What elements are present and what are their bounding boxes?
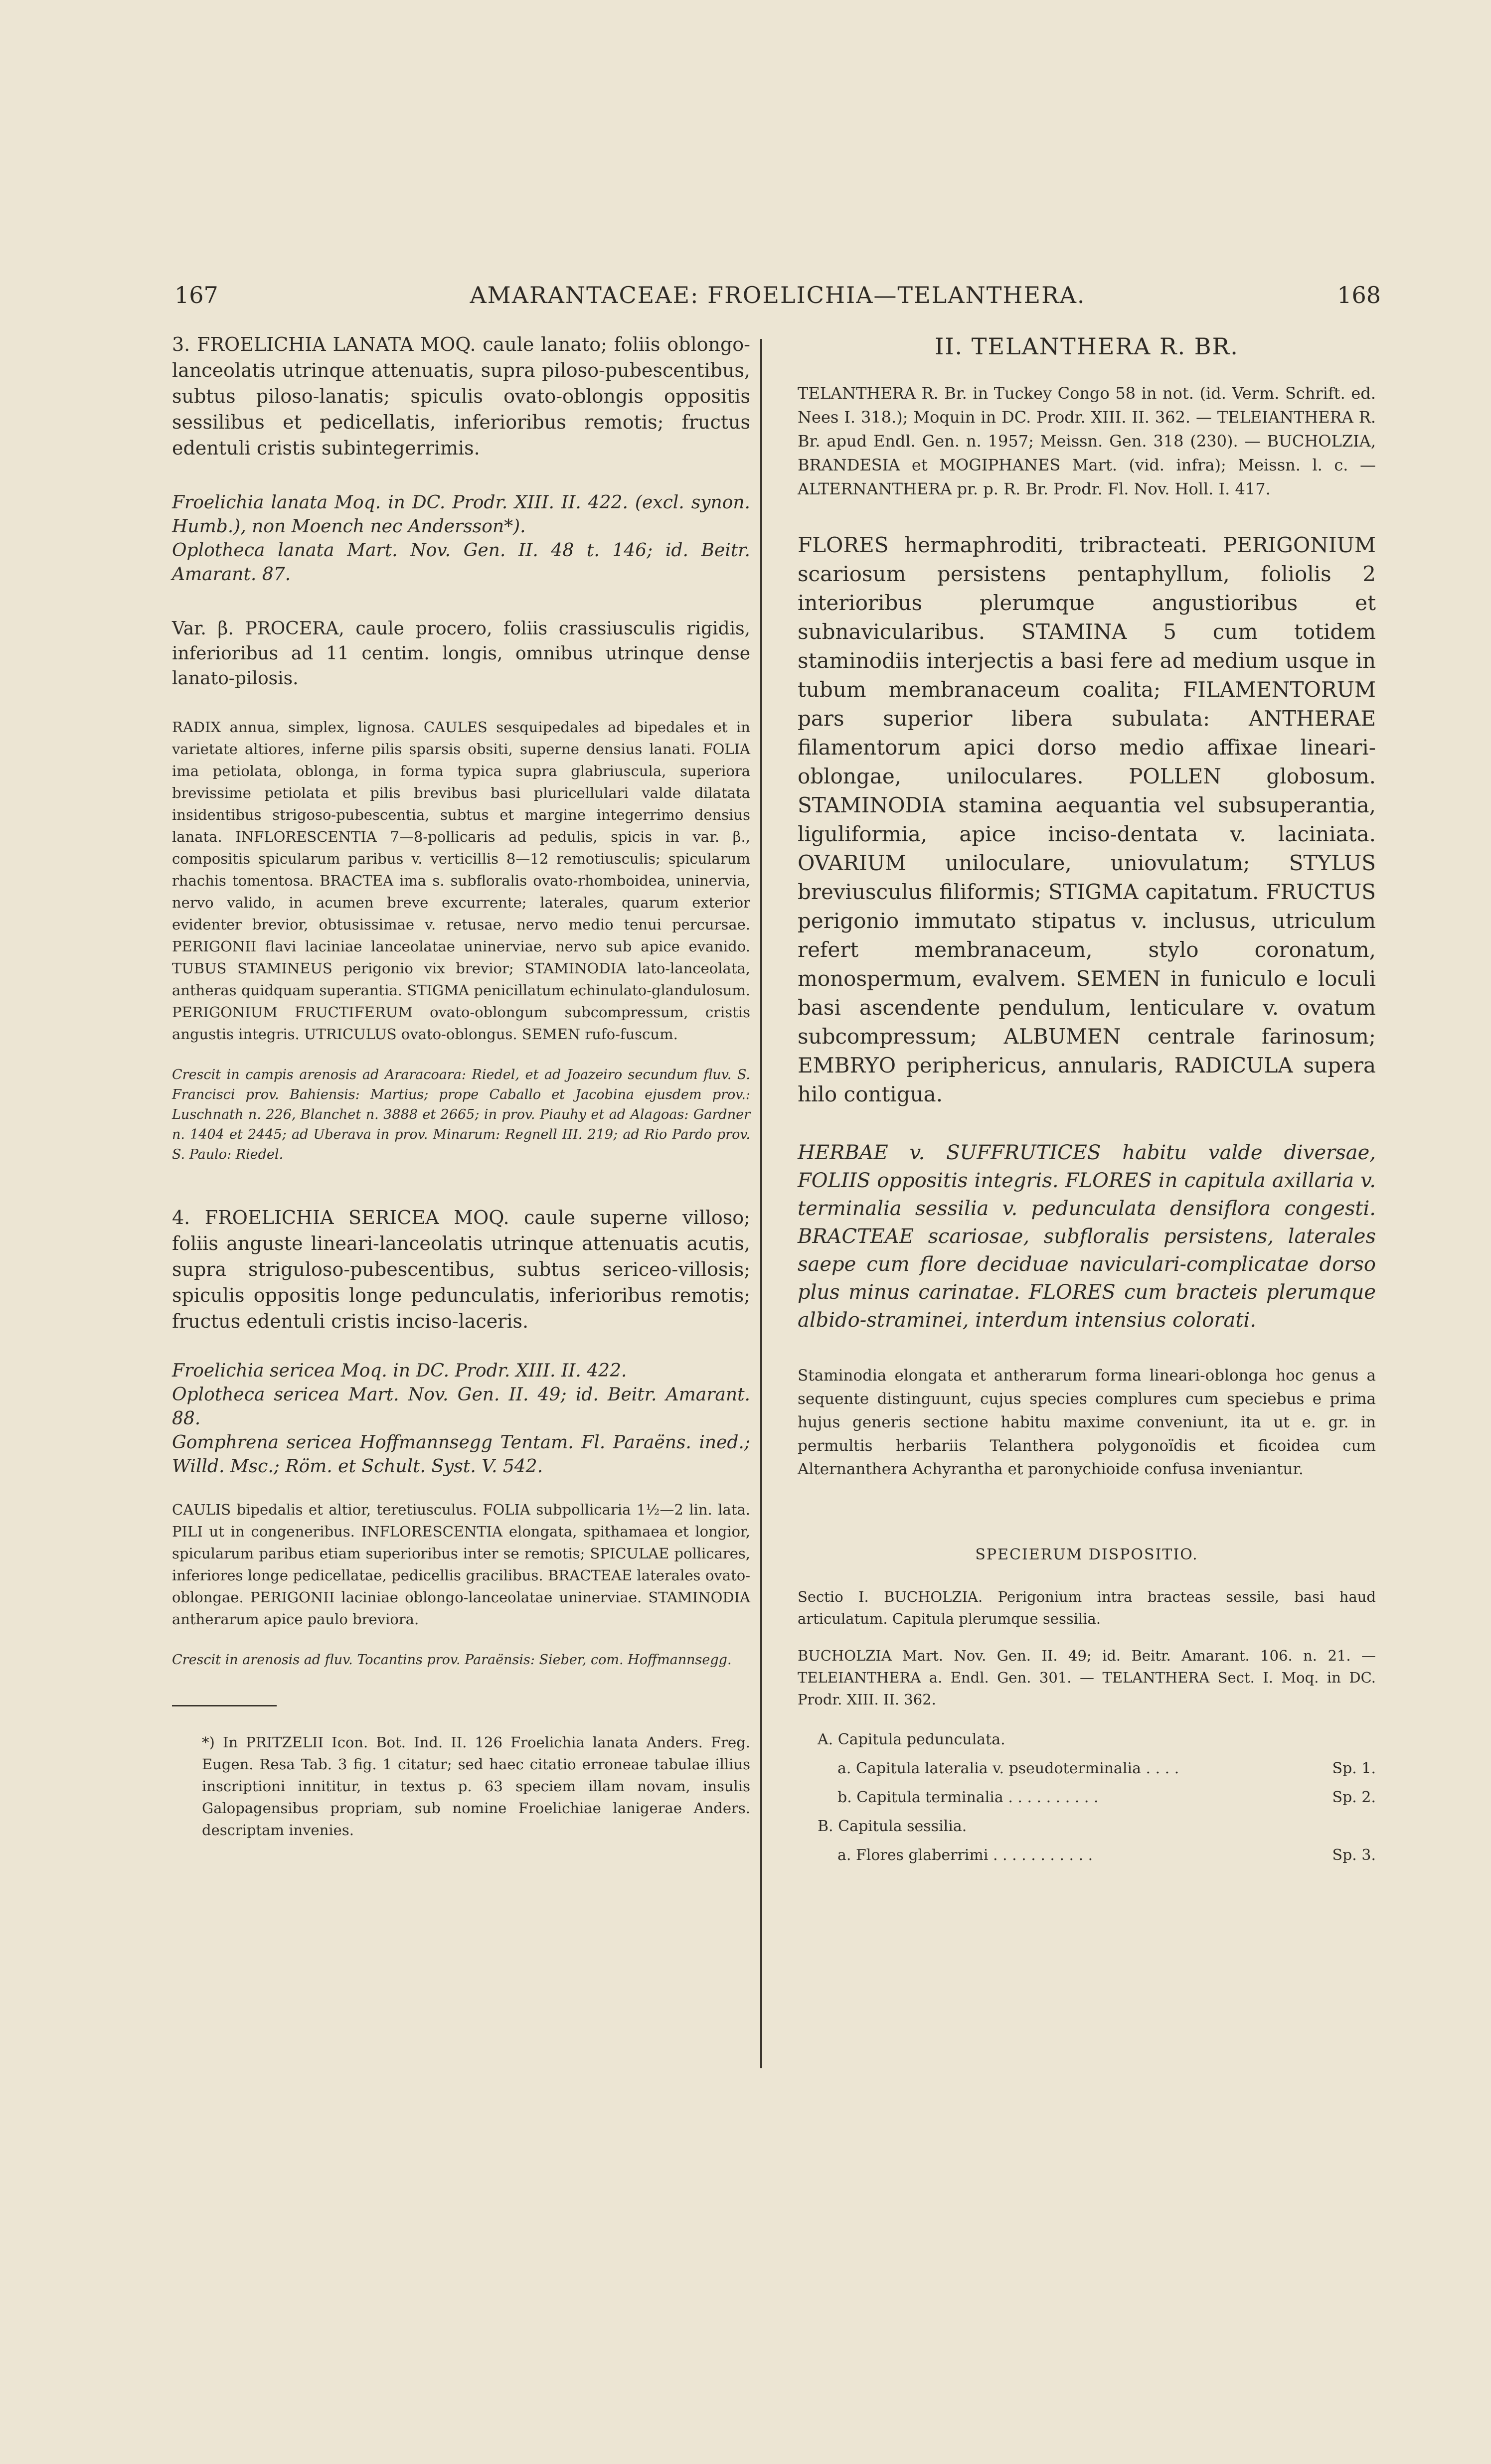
key-row <box>798 1725 1376 1754</box>
key-species-ref: Sp. 1. <box>1332 1760 1376 1777</box>
genus-note: Staminodia elongata et antherarum forma lineari-oblonga hoc genus a sequente distinguunt, cujus species complures cum speciebus e prima hujus generis sectione habitu maxime conveniunt, ita ut e. gr. in permultis herbariis Telanthera polygonoïdis et ficoidea cum Alternanthera Achyrantha et paronychioide confusa inveniantur. <box>798 1367 1376 1478</box>
species-3-citation-1: Froelichia lanata Moq. in DC. Prodr. XIII. II. 422. (excl. synon. Humb.), non Moench nec Andersson*). <box>172 492 750 537</box>
key-species-ref <box>1316 1812 1376 1841</box>
variety-localities: Crescit in campis arenosis ad Araracoara: Riedel, et ad Joazeiro secundum fluv. S. Francisci prov. Bahiensis: Martius; prope Caballo et Jacobina ejusdem prov.: Luschnath n. 226, Blanchet n. 3888 et 2665; in prov. Piauhy et ad Alagoas: Gardner n. 1404 et 2445; ad Uberava in prov. Minarum: Regnell III. 219; ad Rio Pardo prov. S. Paulo: Riedel. <box>172 1067 750 1162</box>
species-4-diagnosis: 4. FROELICHIA SERICEA MOQ. caule superne villoso; foliis anguste lineari-lanceolatis utrinque attenuatis acutis, supra striguloso-pubescentibus, subtus sericeo-villosis; spiculis oppositis longe pedunculatis, inferioribus remotis; fructus edentuli cristis inciso-laceris. <box>172 1207 750 1332</box>
key-row <box>798 1812 1376 1841</box>
species-4-citation-2: Oplotheca sericea Mart. Nov. Gen. II. 49; id. Beitr. Amarant. 88. <box>172 1385 750 1429</box>
genus-habit: HERBAE v. SUFFRUTICES habitu valde diversae, FOLIIS oppositis integris. FLORES in capitula axillaria v. terminalia sessilia v. pedunculata densiflora congesti. BRACTEAE scariosae, subfloralis persistens, laterales saepe cum flore deciduae naviculari-complicatae dorso plus minus carinatae. FLORES cum bracteis plerumque albido-straminei, interdum intensius colorati. <box>798 1141 1376 1332</box>
key-label: a. Capitula lateralia v. pseudoterminalia . . . . <box>837 1760 1179 1777</box>
footnote-rule <box>172 1705 277 1706</box>
key-species-ref: Sp. 3. <box>1332 1847 1376 1864</box>
species-4-citation-1: Froelichia sericea Moq. in DC. Prodr. XIII. II. 422. <box>172 1361 627 1381</box>
key-row <box>798 1841 1376 1870</box>
sectio-description: Sectio I. BUCHOLZIA. Perigonium intra bracteas sessile, basi haud articulatum. Capitula plerumque sessilia. <box>798 1588 1376 1627</box>
species-3-diagnosis: 3. FROELICHIA LANATA MOQ. caule lanato; foliis oblongo-lanceolatis utrinque attenuatis, supra piloso-pubescentibus, subtus piloso-lanatis; spiculis ovato-oblongis oppositis sessilibus et pedicellatis, inferioribus remotis; fructus edentuli cristis subintegerrimis. <box>172 333 750 459</box>
column-divider <box>760 339 762 2068</box>
page-number-left: 167 <box>174 282 218 308</box>
genus-synonymy: TELANTHERA R. Br. in Tuckey Congo 58 in not. (id. Verm. Schrift. ed. Nees I. 318.); Moquin in DC. Prodr. XIII. II. 362. — TELEIANTHERA R. Br. apud Endl. Gen. n. 1957; Meissn. Gen. 318 (230). — BUCHOLZIA, BRANDESIA et MOGIPHANES Mart. (vid. infra); Meissn. l. c. — ALTERNANTHERA pr. p. R. Br. Prodr. Fl. Nov. Holl. I. 417. <box>798 384 1376 498</box>
species-3-citation-2: Oplotheca lanata Mart. Nov. Gen. II. 48 t. 146; id. Beitr. Amarant. 87. <box>172 540 750 585</box>
species-4-citation-3: Gomphrena sericea Hoffmannsegg Tentam. Fl. Paraëns. ined.; Willd. Msc.; Röm. et Schult. Syst. V. 542. <box>172 1432 750 1477</box>
right-column <box>798 331 1376 1870</box>
key-row <box>798 1754 1376 1783</box>
species-4-localities: Crescit in arenosis ad fluv. Tocantins prov. Paraënsis: Sieber, com. Hoffmannsegg. <box>172 1652 732 1668</box>
section-heading: SPECIERUM DISPOSITIO. <box>975 1546 1198 1563</box>
key-label: a. Flores glaberrimi . . . . . . . . . . . <box>837 1847 1093 1864</box>
footnote: *) In PRITZELII Icon. Bot. Ind. II. 126 Froelichia lanata Anders. Freg. Eugen. Resa Tab. 3 fig. 1 citatur; sed haec citatio erroneae tabulae illius inscriptioni innititur, in textus p. 63 speciem illam novam, insulis Galopagensibus propriam, sub nomine Froelichiae lanigerae Anders. descriptam invenies. <box>202 1734 750 1839</box>
genus-description: FLORES hermaphroditi, tribracteati. PERIGONIUM scariosum persistens pentaphyllum, foliolis 2 interioribus plerumque angustioribus et subnavicularibus. STAMINA 5 cum totidem staminodiis interjectis a basi fere ad medium usque in tubum membranaceum coalita; FILAMENTORUM pars superior libera subulata: ANTHERAE filamentorum apici dorso medio affixae lineari-oblongae, uniloculares. POLLEN globosum. STAMINODIA stamina aequantia vel subsuperantia, liguliformia, apice inciso-dentata v. laciniata. OVARIUM uniloculare, uniovulatum; STYLUS breviusculus filiformis; STIGMA capitatum. FRUCTUS perigonio immutato stipatus v. inclusus, utriculum refert membranaceum, stylo coronatum, monospermum, evalvem. SEMEN in funiculo e loculi basi ascendente pendulum, lenticulare v. ovatum subcompressum; ALBUMEN centrale farinosum; EMBRYO periphericus, annularis, RADICULA supera hilo contigua. <box>798 533 1376 1106</box>
key-label: A. Capitula pedunculata. <box>818 1731 1005 1748</box>
running-title: AMARANTACEAE: FROELICHIA—TELANTHERA. <box>470 282 1086 308</box>
genus-title: II. TELANTHERA R. BR. <box>935 333 1239 360</box>
key-row <box>798 1783 1376 1812</box>
species-4-description: CAULIS bipedalis et altior, teretiusculus. FOLIA subpollicaria 1½—2 lin. lata. PILI ut in congeneribus. INFLORESCENTIA elongata, spithamaea et longior, spicularum paribus etiam superioribus inter se remotis; SPICULAE pollicares, inferiores longe pedicellatae, pedicellis gracilibus. BRACTEAE laterales ovato-oblongae. PERIGONII laciniae oblongo-lanceolatae uninerviae. STAMINODIA antherarum apice paulo breviora. <box>172 1501 750 1628</box>
sectio-synonymy: BUCHOLZIA Mart. Nov. Gen. II. 49; id. Beitr. Amarant. 106. n. 21. — TELEIANTHERA a. Endl. Gen. 301. — TELANTHERA Sect. I. Moq. in DC. Prodr. XIII. II. 362. <box>798 1647 1376 1708</box>
running-head <box>174 282 1381 316</box>
key-label: B. Capitula sessilia. <box>818 1818 967 1835</box>
variety-diagnosis: Var. β. PROCERA, caule procero, foliis crassiusculis rigidis, inferioribus ad 11 centim. longis, omnibus utrinque dense lanato-pilosis. <box>172 618 750 689</box>
variety-description: RADIX annua, simplex, lignosa. CAULES sesquipedales ad bipedales et in varietate altiores, inferne pilis sparsis obsiti, superne densius lanati. FOLIA ima petiolata, oblonga, in forma typica supra glabriuscula, superiora brevissime petiolata et pilis brevibus basi pluricellulari valde dilatata insidentibus strigoso-pubescentia, subtus et margine integerrimo densius lanata. INFLORESCENTIA 7—8-pollicaris ad pedulis, spicis in var. β., compositis spicularum paribus v. verticillis 8—12 remotiusculis; spicularum rhachis tomentosa. BRACTEA ima s. subfloralis ovato-rhomboidea, uninervia, nervo valido, in acumen breve excurrente; laterales, quarum exterior evidenter brevior, obtusissimae v. retusae, nervo medio tenui percursae. PERIGONII flavi laciniae lanceolatae uninerviae, nervo sub apice evanido. TUBUS STAMINEUS perigonio vix brevior; STAMINODIA lato-lanceolata, antheras quidquam superantia. STIGMA penicillatum echinulato-glandulosum. PERIGONIUM FRUCTIFERUM ovato-oblongum subcompressum, cristis angustis integris. UTRICULUS ovato-oblongus. SEMEN rufo-fuscum. <box>172 719 750 1043</box>
page-number-right: 168 <box>1337 282 1381 308</box>
left-column <box>172 331 750 1841</box>
key-species-ref: Sp. 2. <box>1332 1789 1376 1806</box>
key-species-ref <box>1316 1725 1376 1754</box>
key-label: b. Capitula terminalia . . . . . . . . . . <box>837 1789 1099 1806</box>
species-key <box>798 1725 1376 1870</box>
